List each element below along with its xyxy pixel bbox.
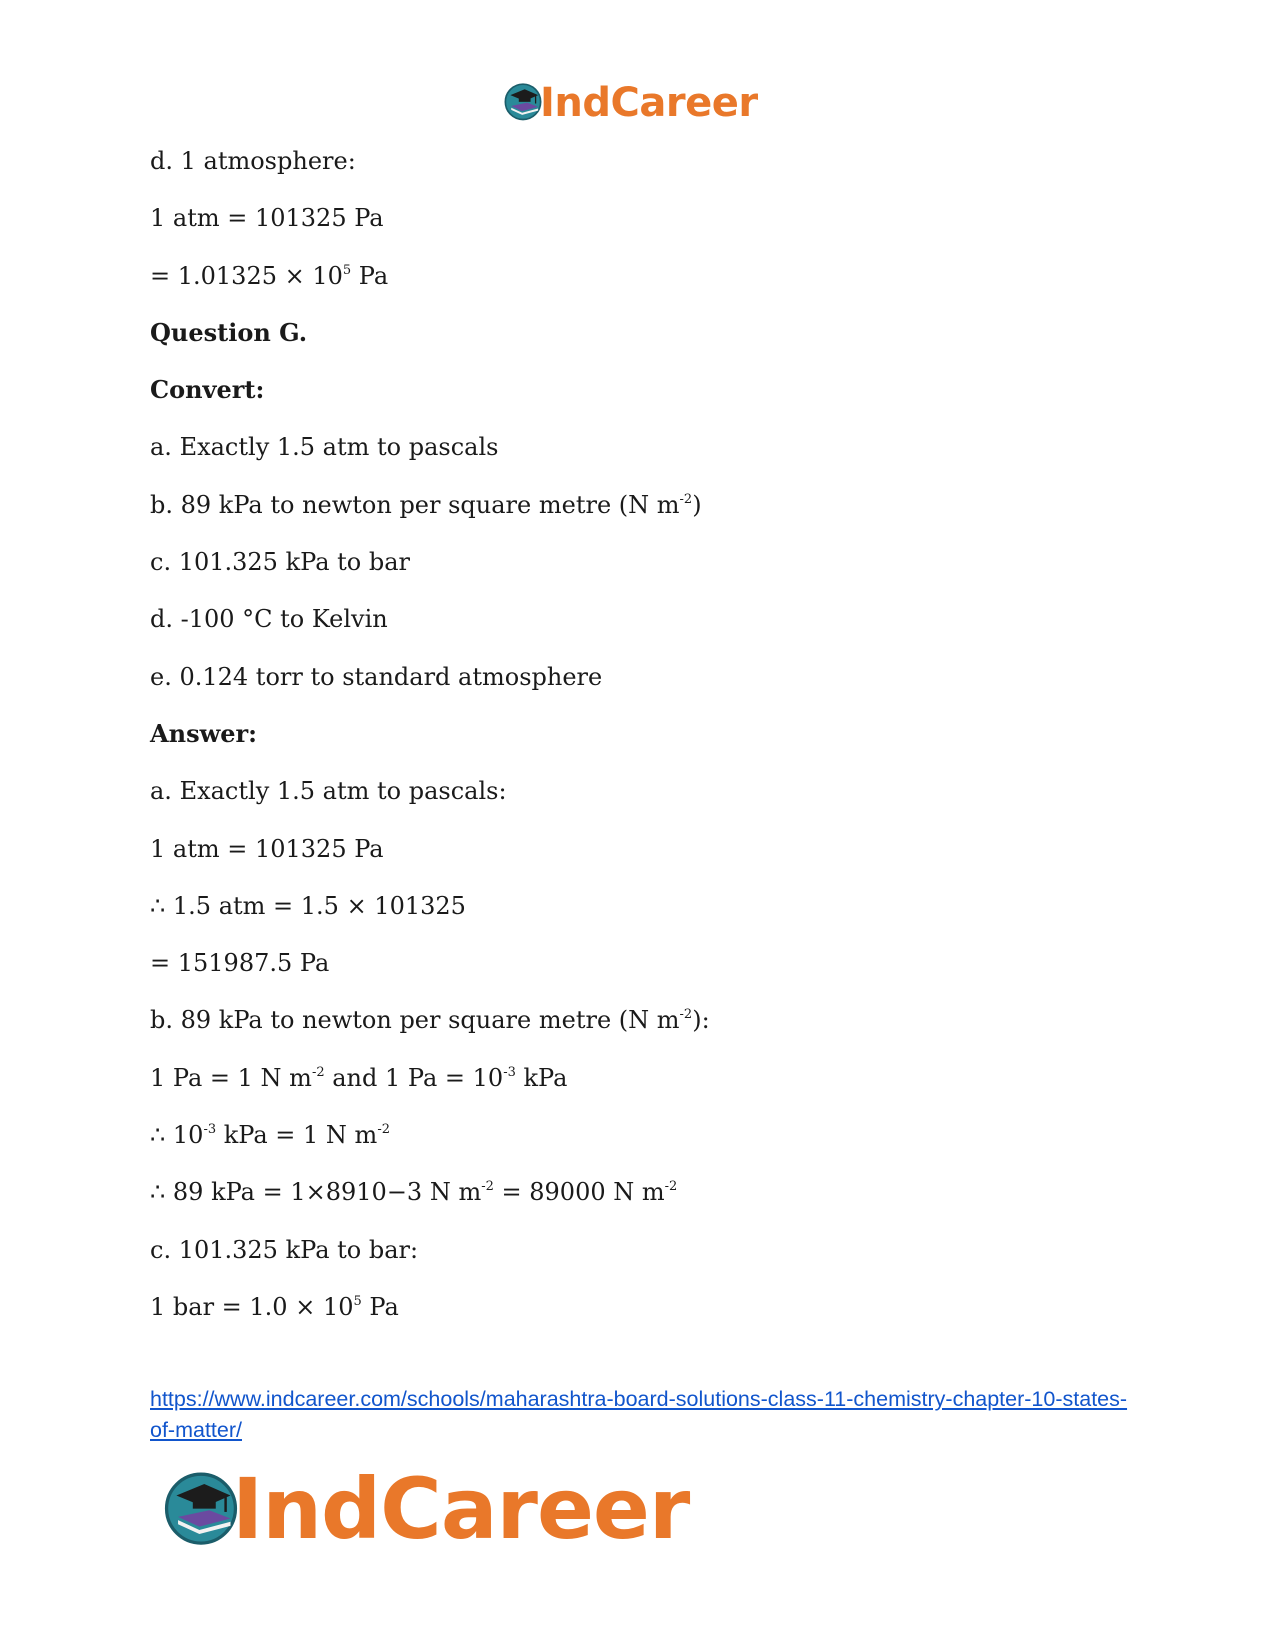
text-run: Pa [361,1292,399,1321]
superscript: -2 [481,1179,494,1195]
text-run: ) [692,490,702,519]
source-link[interactable]: https://www.indcareer.com/schools/maharashtra-board-solutions-class-11-chemistry-chapter-10-states-of-matter/ [150,1387,1128,1442]
text-run: = 151987.5 Pa [150,949,330,978]
text-line [150,432,1130,489]
text-line [150,662,1130,719]
text-run: Pa [351,261,389,290]
text-run: d. -100 °C to Kelvin [150,605,388,634]
text-run: and 1 Pa = 10 [324,1063,504,1092]
document-body [150,146,1130,1349]
text-line [150,1177,1130,1234]
superscript: -2 [679,1007,693,1023]
superscript: -2 [311,1064,325,1080]
text-run: ∴ 10 [150,1121,204,1150]
text-line [150,776,1130,833]
superscript: -2 [679,491,693,507]
text-run: a. Exactly 1.5 atm to pascals: [150,777,507,806]
superscript: -2 [664,1179,678,1195]
text-run: ∴ 89 kPa = 1×8910−3 N m [150,1178,482,1207]
text-run: ∴ 1.5 atm = 1.5 × 101325 [150,891,466,920]
logo-wordmark: IndCareer [540,80,758,126]
text-run: 1 atm = 101325 Pa [150,834,384,863]
text-line [150,261,1130,318]
text-line [150,1005,1130,1062]
text-line [150,1120,1130,1177]
text-run: Convert: [150,375,265,405]
text-run: 1 Pa = 1 N m [150,1063,312,1092]
text-run: = 1.01325 × 10 [150,261,343,290]
superscript: 5 [342,262,352,278]
text-line [150,948,1130,1005]
text-line [150,547,1130,604]
text-run: 1 bar = 1.0 × 10 [150,1292,354,1321]
text-run: e. 0.124 torr to standard atmosphere [150,662,603,691]
graduation-book-icon [160,1466,242,1552]
superscript: 5 [353,1293,362,1309]
superscript: -3 [503,1064,516,1080]
footer-logo [160,1460,690,1558]
text-run: kPa [515,1063,568,1092]
text-line [150,834,1130,891]
logo-wordmark: IndCareer [232,1460,690,1558]
text-run: c. 101.325 kPa to bar [150,548,410,577]
text-run: 1 atm = 101325 Pa [150,204,384,233]
text-run: b. 89 kPa to newton per square metre (N m [150,1006,680,1035]
text-run: c. 101.325 kPa to bar: [150,1235,419,1264]
text-run: kPa = 1 N m [216,1121,378,1150]
header-logo [502,80,758,126]
superscript: -2 [377,1122,390,1138]
text-line [150,1063,1130,1120]
text-run: ): [692,1006,710,1035]
section-heading [150,318,1130,375]
text-line [150,891,1130,948]
text-line [150,1292,1130,1349]
text-run: d. 1 atmosphere: [150,147,356,175]
text-run: a. Exactly 1.5 atm to pascals [150,433,499,462]
text-line [150,1235,1130,1292]
text-line [150,203,1130,260]
superscript: -3 [203,1122,217,1138]
section-heading [150,375,1130,432]
text-line [150,146,1130,203]
text-run: b. 89 kPa to newton per square metre (N m [150,490,680,519]
text-run: Question G. [150,317,308,347]
text-run: Answer: [150,718,258,748]
text-run: = 89000 N m [493,1178,665,1207]
text-line [150,604,1130,661]
section-heading [150,719,1130,776]
graduation-book-icon [502,80,544,126]
text-line [150,490,1130,547]
